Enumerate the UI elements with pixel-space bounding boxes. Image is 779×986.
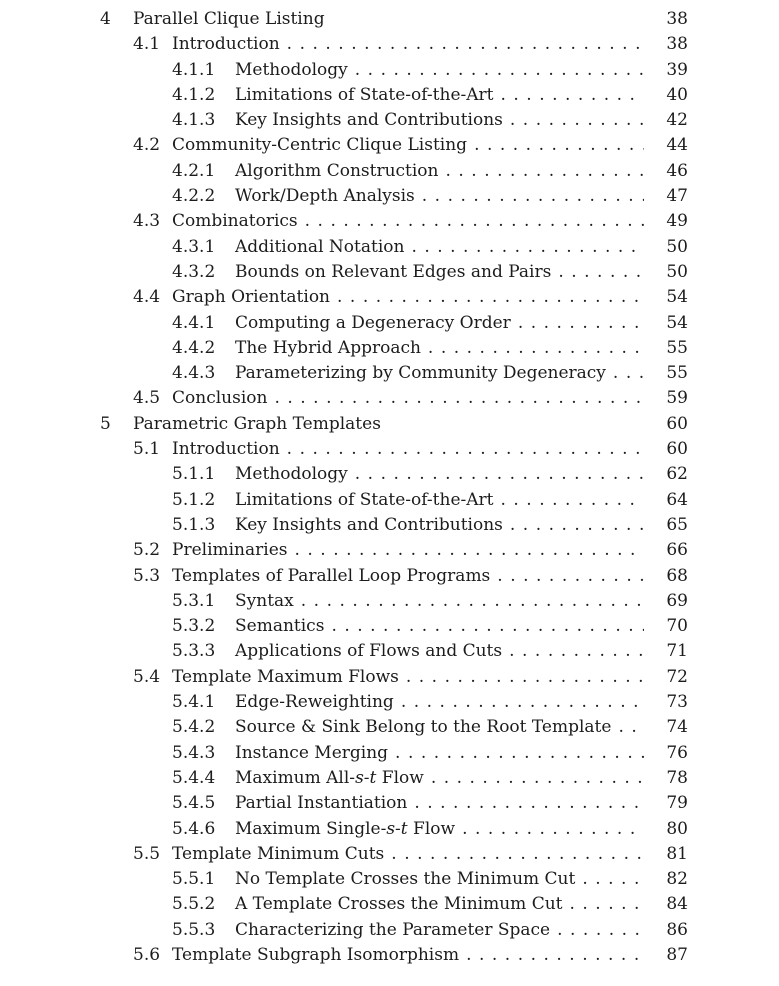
entry-number: 4.5 [133, 388, 161, 409]
toc-entry[interactable] [100, 513, 688, 538]
entry-page-number: 49 [666, 211, 688, 232]
toc-entry[interactable] [100, 791, 688, 816]
entry-number: 4.1 [133, 34, 161, 55]
entry-number: 5.5.1 [172, 869, 216, 890]
entry-title: Combinatorics [172, 211, 298, 232]
entry-page-number: 42 [666, 110, 688, 131]
entry-page-number: 73 [666, 692, 688, 713]
entry-title: Template Minimum Cuts [172, 843, 385, 864]
toc-entry[interactable] [100, 943, 688, 968]
entry-title: Templates of Parallel Loop Programs [172, 565, 491, 586]
entry-number: 5.3 [133, 565, 161, 586]
entry-title: Characterizing the Parameter Space [235, 919, 551, 940]
dot-leader [446, 159, 645, 184]
entry-page-number: 86 [666, 919, 688, 940]
entry-title: Maximum All-s-t Flow [235, 767, 424, 788]
dot-leader [618, 715, 644, 740]
toc-entry[interactable] [100, 58, 688, 83]
entry-page-number: 71 [666, 641, 688, 662]
entry-number: 5.1.1 [172, 464, 216, 485]
entry-page-number: 81 [666, 843, 688, 864]
entry-page-number: 46 [666, 160, 688, 181]
dot-leader [355, 462, 644, 487]
entry-page-number: 84 [666, 894, 688, 915]
dot-leader [474, 133, 644, 158]
toc-entry[interactable] [100, 159, 688, 184]
entry-number: 5.5 [133, 843, 161, 864]
entry-title: Edge-Reweighting [235, 692, 394, 713]
entry-title: Applications of Flows and Cuts [235, 641, 503, 662]
entry-title: Template Maximum Flows [172, 666, 399, 687]
entry-title: Template Subgraph Isomorphism [172, 944, 460, 965]
toc-entry[interactable] [100, 741, 688, 766]
toc-entry[interactable] [100, 538, 688, 563]
toc-entry[interactable] [100, 614, 688, 639]
toc-entry[interactable] [100, 690, 688, 715]
entry-title: Instance Merging [235, 742, 389, 763]
toc-entry[interactable] [100, 83, 688, 108]
toc-entry[interactable] [100, 386, 688, 411]
entry-number: 5 [100, 413, 111, 434]
entry-page-number: 40 [666, 84, 688, 105]
entry-number: 5.3.1 [172, 590, 216, 611]
entry-title: Community-Centric Clique Listing [172, 135, 468, 156]
entry-number: 5.4.2 [172, 717, 216, 738]
dot-leader [401, 690, 644, 715]
entry-page-number: 50 [666, 261, 688, 282]
entry-number: 4.2.1 [172, 160, 216, 181]
entry-title: Key Insights and Contributions [235, 514, 503, 535]
entry-number: 4.1.1 [172, 59, 216, 80]
entry-page-number: 55 [666, 363, 688, 384]
entry-number: 5.5.2 [172, 894, 216, 915]
entry-page-number: 39 [666, 59, 688, 80]
toc-entry[interactable] [100, 412, 688, 437]
toc-entry[interactable] [100, 766, 688, 791]
entry-page-number: 54 [666, 287, 688, 308]
dot-leader [355, 58, 644, 83]
entry-title: Source & Sink Belong to the Root Template [235, 717, 612, 738]
toc-entry[interactable] [100, 437, 688, 462]
toc-entry[interactable] [100, 488, 688, 513]
entry-number: 5.2 [133, 540, 161, 561]
entry-page-number: 76 [666, 742, 688, 763]
entry-number: 4.1.2 [172, 84, 216, 105]
entry-page-number: 80 [666, 818, 688, 839]
toc-entry[interactable] [100, 32, 688, 57]
entry-page-number: 60 [666, 439, 688, 460]
toc-entry[interactable] [100, 462, 688, 487]
toc-entry[interactable] [100, 285, 688, 310]
entry-number: 4.1.3 [172, 110, 216, 131]
dot-leader [305, 209, 644, 234]
dot-leader [337, 285, 644, 310]
entry-number: 5.5.3 [172, 919, 216, 940]
entry-title: Introduction [172, 439, 280, 460]
dot-leader [462, 817, 644, 842]
toc-entry[interactable] [100, 817, 688, 842]
toc-entry[interactable] [100, 7, 688, 32]
dot-leader [331, 614, 644, 639]
toc-entry[interactable] [100, 842, 688, 867]
entry-page-number: 66 [666, 540, 688, 561]
dot-leader [287, 32, 644, 57]
entry-page-number: 87 [666, 944, 688, 965]
entry-title: Algorithm Construction [235, 160, 439, 181]
entry-number: 5.6 [133, 944, 161, 965]
entry-number: 4.2 [133, 135, 161, 156]
entry-title: Preliminaries [172, 540, 288, 561]
entry-title: The Hybrid Approach [235, 337, 421, 358]
dot-leader [509, 639, 644, 664]
entry-number: 4.4.3 [172, 363, 216, 384]
dot-leader [301, 589, 644, 614]
entry-title: Parametric Graph Templates [133, 413, 381, 434]
entry-page-number: 55 [666, 337, 688, 358]
entry-title: Methodology [235, 59, 348, 80]
entry-page-number: 69 [666, 590, 688, 611]
entry-number: 5.4.4 [172, 767, 216, 788]
toc-entry[interactable] [100, 665, 688, 690]
entry-title: Partial Instantiation [235, 793, 408, 814]
toc-entry[interactable] [100, 564, 688, 589]
entry-number: 5.4.5 [172, 793, 216, 814]
dot-leader [295, 538, 645, 563]
dot-leader [582, 867, 644, 892]
entry-title: A Template Crosses the Minimum Cut [235, 894, 563, 915]
dot-leader [613, 361, 644, 386]
dot-leader [570, 892, 645, 917]
toc-entry[interactable] [100, 639, 688, 664]
entry-page-number: 82 [666, 869, 688, 890]
dot-leader [518, 311, 644, 336]
entry-title: Parameterizing by Community Degeneracy [235, 363, 606, 384]
toc-entry[interactable] [100, 892, 688, 917]
toc-entry[interactable] [100, 184, 688, 209]
entry-number: 5.4 [133, 666, 161, 687]
entry-title: Maximum Single-s-t Flow [235, 818, 456, 839]
entry-number: 5.3.3 [172, 641, 216, 662]
entry-number: 4.3.2 [172, 261, 216, 282]
toc-entry[interactable] [100, 209, 688, 234]
entry-number: 4.4 [133, 287, 161, 308]
toc-entry[interactable] [100, 867, 688, 892]
entry-number: 5.4.3 [172, 742, 216, 763]
dot-leader [510, 108, 644, 133]
entry-title: Key Insights and Contributions [235, 110, 503, 131]
dot-leader [287, 437, 644, 462]
entry-number: 4 [100, 9, 111, 29]
dot-leader [274, 386, 644, 411]
entry-title: Parallel Clique Listing [133, 9, 325, 29]
entry-title: Graph Orientation [172, 287, 331, 308]
entry-page-number: 60 [666, 413, 688, 434]
toc-entry[interactable] [100, 918, 688, 943]
dot-leader [406, 665, 644, 690]
dot-leader [422, 184, 644, 209]
entry-title: Limitations of State-of-the-Art [235, 489, 494, 510]
entry-title: Computing a Degeneracy Order [235, 312, 511, 333]
entry-number: 4.4.2 [172, 337, 216, 358]
entry-title: Syntax [235, 590, 294, 611]
entry-number: 5.1.2 [172, 489, 216, 510]
toc-entry[interactable] [100, 108, 688, 133]
entry-page-number: 44 [666, 135, 688, 156]
entry-page-number: 68 [666, 565, 688, 586]
entry-number: 5.3.2 [172, 616, 216, 637]
entry-number: 4.3 [133, 211, 161, 232]
dot-leader [411, 235, 644, 260]
toc-entry[interactable] [100, 260, 688, 285]
entry-title: Limitations of State-of-the-Art [235, 84, 494, 105]
entry-title: Semantics [235, 616, 325, 637]
toc-entry[interactable] [100, 311, 688, 336]
entry-title: Bounds on Relevant Edges and Pairs [235, 261, 552, 282]
dot-leader [510, 513, 644, 538]
entry-number: 5.1.3 [172, 514, 216, 535]
entry-page-number: 38 [666, 9, 688, 29]
entry-page-number: 62 [666, 464, 688, 485]
entry-number: 5.4.1 [172, 692, 216, 713]
dot-leader [431, 766, 644, 791]
entry-page-number: 64 [666, 489, 688, 510]
entry-page-number: 74 [666, 717, 688, 738]
toc-entry[interactable] [100, 133, 688, 158]
entry-number: 5.1 [133, 439, 161, 460]
entry-title: Work/Depth Analysis [235, 186, 415, 207]
dot-leader [501, 83, 645, 108]
toc-entry[interactable] [100, 336, 688, 361]
entry-page-number: 79 [666, 793, 688, 814]
dot-leader [428, 336, 644, 361]
entry-page-number: 38 [666, 34, 688, 55]
dot-leader [466, 943, 644, 968]
entry-page-number: 65 [666, 514, 688, 535]
entry-title: Additional Notation [235, 236, 405, 257]
entry-number: 4.2.2 [172, 186, 216, 207]
dot-leader [557, 918, 644, 943]
entry-page-number: 54 [666, 312, 688, 333]
entry-number: 4.3.1 [172, 236, 216, 257]
entry-number: 5.4.6 [172, 818, 216, 839]
entry-page-number: 70 [666, 616, 688, 637]
entry-page-number: 59 [666, 388, 688, 409]
dot-leader [497, 564, 644, 589]
entry-title: Methodology [235, 464, 348, 485]
dot-leader [414, 791, 644, 816]
entry-page-number: 50 [666, 236, 688, 257]
toc-entry[interactable] [100, 589, 688, 614]
dot-leader [391, 842, 644, 867]
dot-leader [558, 260, 644, 285]
entry-page-number: 72 [666, 666, 688, 687]
toc-entry[interactable] [100, 361, 688, 386]
toc-entry[interactable] [100, 715, 688, 740]
entry-page-number: 78 [666, 767, 688, 788]
toc-entry[interactable] [100, 235, 688, 260]
dot-leader [501, 488, 645, 513]
entry-title: Introduction [172, 34, 280, 55]
entry-page-number: 47 [666, 186, 688, 207]
entry-title: No Template Crosses the Minimum Cut [235, 869, 576, 890]
entry-title: Conclusion [172, 388, 268, 409]
entry-number: 4.4.1 [172, 312, 216, 333]
dot-leader [395, 741, 644, 766]
